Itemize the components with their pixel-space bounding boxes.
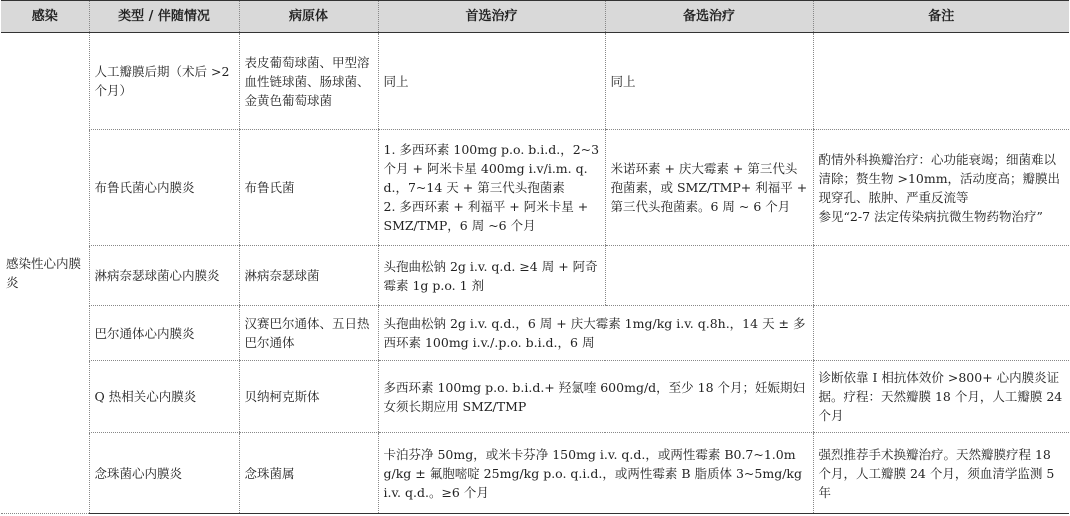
type-cell: Q 热相关心内膜炎 <box>89 361 239 433</box>
table-row <box>1 246 1069 306</box>
pathogen-cell: 表皮葡萄球菌、甲型溶血性链球菌、肠球菌、金黄色葡萄球菌 <box>239 33 378 130</box>
pathogen-cell: 布鲁氏菌 <box>239 130 378 246</box>
first-line-option-2: 2. 多西环素 + 利福平 + 阿米卡星 + SMZ/TMP，6 周 ~6 个月 <box>383 199 589 233</box>
infective-endocarditis-table <box>1 0 1069 514</box>
table-row <box>1 33 1069 130</box>
remarks-cell <box>813 33 1069 130</box>
table-row <box>1 433 1069 514</box>
remarks-cell <box>813 130 1069 246</box>
remarks-line-1: 酌情外科换瓣治疗：心功能衰竭；细菌难以清除；赘生物 >10mm，活动度高；瓣膜出现穿孔、脓肿、严重反流等 <box>818 151 1061 205</box>
table-row <box>1 130 1069 246</box>
type-cell: 布鲁氏菌心内膜炎 <box>89 130 239 246</box>
type-cell: 巴尔通体心内膜炎 <box>89 306 239 361</box>
table-row <box>1 361 1069 433</box>
first-line-cell: 同上 <box>378 33 605 130</box>
type-cell: 人工瓣膜后期（术后 >2 个月） <box>89 33 239 130</box>
table-row <box>1 306 1069 361</box>
first-line-cell: 卡泊芬净 50mg，或米卡芬净 150mg i.v. q.d.，或两性霉素 B0.7~1.0mg/kg ± 氟胞嘧啶 25mg/kg p.o. q.i.d.，或两性霉素 B 脂质体 3~5mg/kg i.v. q.d.。≥6 个月 <box>378 433 813 514</box>
pathogen-cell: 汉赛巴尔通体、五日热巴尔通体 <box>239 306 378 361</box>
first-line-cell <box>378 130 605 246</box>
header-alternative: 备选治疗 <box>605 1 813 33</box>
first-line-cell: 多西环素 100mg p.o. b.i.d.+ 羟氯喹 600mg/d，至少 18 个月；妊娠期妇女须长期应用 SMZ/TMP <box>378 361 813 433</box>
pathogen-cell: 淋病奈瑟球菌 <box>239 246 378 306</box>
first-line-cell: 头孢曲松钠 2g i.v. q.d. ≥4 周 + 阿奇霉素 1g p.o. 1 剂 <box>378 246 605 306</box>
header-row <box>1 1 1069 33</box>
pathogen-cell: 念珠菌属 <box>239 433 378 514</box>
first-line-option-1: 1. 多西环素 100mg p.o. b.i.d.，2~3 个月 + 阿米卡星 400mg i.v/i.m. q.d.，7~14 天 + 第三代头孢菌素 <box>383 142 600 195</box>
pathogen-cell: 贝纳柯克斯体 <box>239 361 378 433</box>
header-remarks: 备注 <box>813 1 1069 33</box>
alternative-cell: 米诺环素 + 庆大霉素 + 第三代头孢菌素，或 SMZ/TMP+ 利福平 + 第三代头孢菌素。6 周 ~ 6 个月 <box>605 130 813 246</box>
header-first-line: 首选治疗 <box>378 1 605 33</box>
remarks-cell <box>813 306 1069 361</box>
remarks-cell: 诊断依靠 I 相抗体效价 >800+ 心内膜炎证据。疗程：天然瓣膜 18 个月，人工瓣膜 24 个月 <box>813 361 1069 433</box>
remarks-cell: 强烈推荐手术换瓣治疗。天然瓣膜疗程 18 个月，人工瓣膜 24 个月，须血清学监测 5 年 <box>813 433 1069 514</box>
type-cell: 淋病奈瑟球菌心内膜炎 <box>89 246 239 306</box>
type-cell: 念珠菌心内膜炎 <box>89 433 239 514</box>
remarks-cell <box>813 246 1069 306</box>
first-line-cell: 头孢曲松钠 2g i.v. q.d.，6 周 + 庆大霉素 1mg/kg i.v. q.8h.，14 天 ± 多西环素 100mg i.v./.p.o. b.i.d.，6 周 <box>378 306 813 361</box>
header-type: 类型 / 伴随情况 <box>89 1 239 33</box>
header-pathogen: 病原体 <box>239 1 378 33</box>
header-infection: 感染 <box>1 1 89 33</box>
alternative-cell: 同上 <box>605 33 813 130</box>
alternative-cell <box>605 246 813 306</box>
remarks-line-2: 参见“2-7 法定传染病抗微生物药物治疗” <box>818 208 1043 224</box>
category-cell: 感染性心内膜炎 <box>1 33 89 514</box>
